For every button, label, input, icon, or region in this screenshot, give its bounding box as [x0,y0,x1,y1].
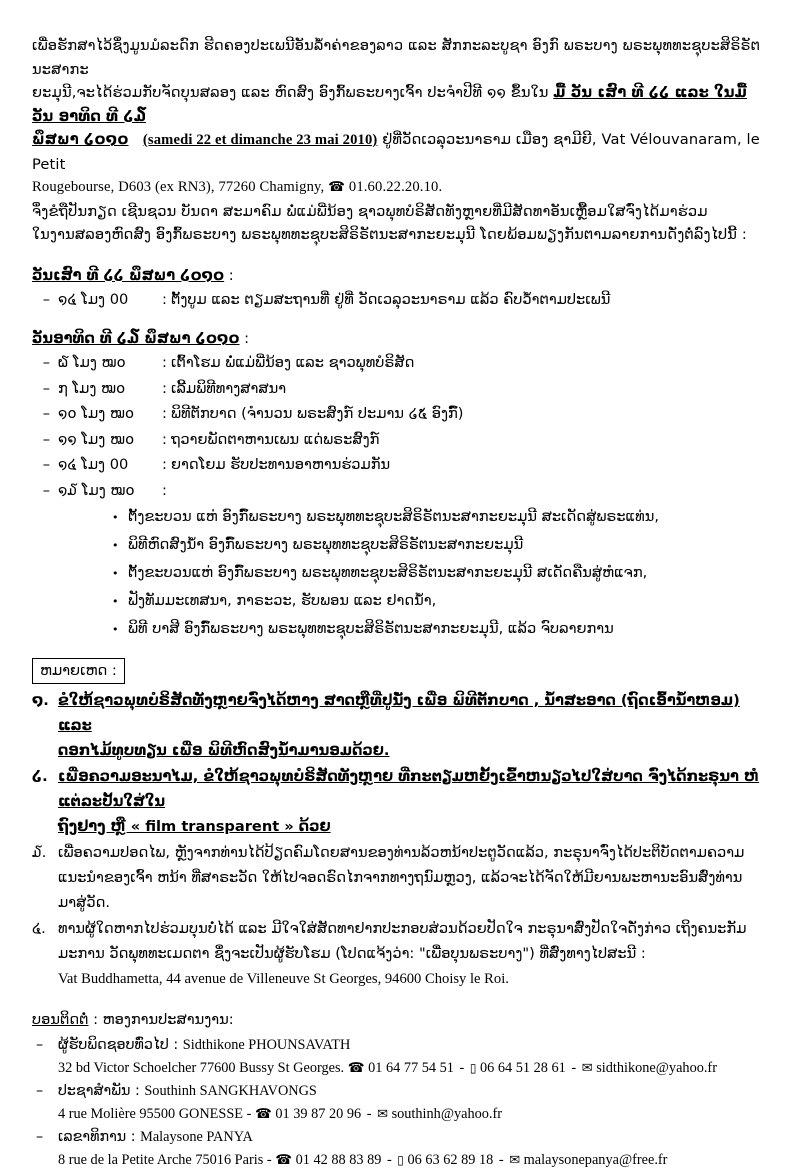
schedule-description: ເຕົ້າໂຮມ ພໍ່ແມ່ພີ່ນ້ອງ ແລະ ຊາວພຸທບໍຣິສັດ [171,354,415,371]
contact-phone: 01 42 88 83 89 [295,1152,382,1168]
schedule-time: ໖ ໂມງ ໝ໐ [58,354,126,371]
saturday-heading-text: ວັນເສົາ ທີ ໒໒ ພຶສພາ ໒໐໑໐ [32,266,225,284]
contact-dash: – [36,1129,44,1145]
schedule-row [32,427,764,453]
schedule-description: ເລີ້ມພິທີທາງສາສນາ [171,379,287,397]
schedule-description: ຕັ້ງບູມ ແລະ ຕຽມສະຖານທີ່ ຢູ່ທີ່ ວັດເວລຸວະນາຣາມ ແລ້ວ ຄົບວ້ຳຕາມປະເພນີ [171,290,611,308]
spacer-before-notes [32,643,764,658]
note-line: ຂໍໃຫ້ຊາວພຸທບໍຣິສັດທັງຫຼາຍຈົ່ງໄດ້ຫາງ ສາດຫຼືທີ່ປູນັ່ງ ເພື່ອ ພິທີຕັກບາດ , ນ້ຳສະອາດ (ຖົດເອົ້ານ້ຳຫອມ) ແລະ [58,692,740,734]
note-body [58,764,764,839]
schedule-time: ໑໔ ໂມງ 00 [58,290,129,308]
phone-icon: ☎ [254,1106,272,1122]
notes-list [32,688,764,992]
list-item [32,587,764,615]
envelope-icon: ✉ [509,1153,521,1168]
contact-name: Southinh SANGKHAVONGS [144,1083,317,1099]
contact-address-row [32,1149,764,1172]
schedule-dash: – [42,354,50,371]
saturday-heading [32,264,764,287]
phone-icon: ☎ [275,1152,293,1168]
schedule-row [32,452,764,478]
note-body [58,840,764,915]
note-item [32,840,764,915]
intro-paragraph [32,34,764,247]
saturday-schedule [32,287,764,313]
bullet-text: ພິທີ ບາສີ ອົງກົ໌ພຣະບາງ ພຣະພຸທທະຊຸບະສິຣິຣັຕນະສາກະຍະມຸນີ, ແລ້ວ ຈົບລາຍການ [128,620,614,637]
contact-entry [32,1034,764,1080]
schedule-colon: : [162,430,167,448]
intro-line-2 [32,81,764,128]
note-line: ມາສູ່ວັດ. [58,894,111,911]
contacts-heading-label: ບອນຕິດຕໍ່ [32,1011,89,1028]
note-line: ທານຜູ້ໃດຫາກໄປຮ່ວມບຸນບໍ່ໄດ້ ແລະ ມີໃຈໃສ່ສັດທາຢາກປະກອບສ່ວນດ້ວຍປັດໃຈ ກະຣຸນາສົ່ງປັດໃຈດັ່ງກ່າວ ເຖິງຄນະກັມ [58,920,747,937]
contact-dash: – [36,1037,44,1053]
schedule-description: ພິທີຕັກບາດ (ຈຳນວນ ພຣະສົງກ໌ ປະມານ ໒໕ ອົງກົ໌) [171,405,464,422]
contact-email[interactable]: malaysonepanya@free.fr [523,1152,668,1168]
intro-line-3 [32,128,764,176]
note-line: ມະການ ວັດພຸທທະເມດຕາ ຊຶ່ງຈະເປັນຜູ້ຮັບໂຮມ (ໂປດແຈ້ງວ່າ: "ເພື່ອບຸນພຣະບາງ") ທີ່ສົ່ງທາງໄປສະນີ : [58,945,646,962]
schedule-colon: : [162,405,167,422]
schedule-row [32,401,764,427]
bullet-text: ຕັ້ງຂະບວນແຫ່ ອົງກົ໌ພຣະບາງ ພຣະພຸທທະຊຸບະສິຣິຣັຕນະສາກະຍະມຸນີ ສເດັດຄືນສູ່ຫໍແຈກ, [128,564,648,581]
contact-body [58,1034,764,1057]
contact-address: 8 rue de la Petite Arche 75016 Paris - [58,1152,272,1168]
intro-date-french: (samedi 22 et dimanche 23 mai 2010) [142,132,378,148]
intro-line-1: ເພື່ອຮັກສາໄວ້ຊຶ່ງມູນມໍລະດົກ ຮີດຄອງປະເພນີອັນລ້ຳຄ່າຂອງລາວ ແລະ ສັກກະລະບູຊາ ອົງກົ ພຣະບາງ ພຣະພຸທທະຊຸບະສິຣິຣັຕນະສາກະ [32,37,761,78]
mobile-phone-icon: ▯ [397,1153,404,1167]
contact-entry [32,1080,764,1126]
note-item [32,916,764,992]
schedule-colon: : [162,354,167,371]
contact-name: Sidthikone PHOUNSAVATH [182,1037,351,1053]
schedule-row [32,376,764,402]
intro-line-2-text: ຍະມຸນີ,ຈະໄດ້ຮ່ວມກັບຈັດບຸນສລອງ ແລະ ຫົດສົງ ອົງກົ້ພຣະບາງເຈົ້າ ປະຈຳປີທີ ໑໑ ຂຶ້ນໃນ [32,84,549,101]
contact-body [58,1080,764,1103]
contact-address: 32 bd Victor Schoelcher 77600 Bussy St Georges. [58,1060,345,1076]
contact-role: ປະຊາສຳພັນ : [58,1083,145,1099]
schedule-dash: – [42,456,50,473]
contact-separator: - [498,1152,504,1168]
spacer-after-intro [32,249,764,264]
schedule-colon: : [162,481,167,499]
intro-address-french: Rougebourse, D603 (ex RN3), 77260 Chamigny, [32,179,329,195]
contacts-list [32,1034,764,1172]
note-body [58,916,764,992]
list-item [32,531,764,559]
phone-icon: ☎ [328,179,346,195]
contact-role-row [32,1080,764,1103]
schedule-dash: – [42,290,50,308]
note-line: ເພື່ອຄວາມປອດໄພ, ຫຼັງຈາກທ່ານໄດ້ປ້ຽດຄົມໂດຍສານຂອງທ່ານລ້ວຫນ້າປະຕູວັດແລ້ວ, ກະຣຸນາຈົ່ງໄດ້ປະຕິບັດຕາມຄວາມ [58,844,745,861]
schedule-time: ໑໔ ໂມງ 00 [58,456,129,473]
notes-box-label: ຫມາຍເຫດ : [32,658,125,684]
contact-phone: 01 39 87 20 96 [275,1106,362,1122]
contact-mobile: 06 63 62 89 18 [407,1152,494,1168]
contact-entry [32,1126,764,1172]
bullet-text: ຕັ້ງຂະບວນ ແຫ່ ອົງກົ໌ພຣະບາງ ພຣະພຸທທະຊຸບະສິຣິຣັຕນະສາກະຍະມຸນີ ສະເດັດສູ່ພຣະແທ່ນ, [128,508,659,525]
sunday-heading-text: ວັນອາທິດ ທີ ໒໓ ພຶສພາ ໒໐໑໐ [32,330,240,347]
contact-address-row [32,1057,764,1080]
schedule-row [32,478,764,504]
schedule-dash: – [42,379,50,397]
bullet-icon: • [112,539,119,552]
contact-role: ເລຂາທິການ : [58,1129,141,1145]
contact-address: 4 rue Molière 95500 GONESSE - [58,1106,252,1122]
contact-dash: – [36,1083,44,1099]
schedule-dash: – [42,430,50,448]
contact-address-row [32,1103,764,1126]
contact-role: ຜູ້ຮັບພິດຊອບທົ່ວໄປ : [58,1037,183,1053]
intro-phone-number: 01.60.22.20.10. [348,179,443,195]
envelope-icon: ✉ [581,1061,593,1076]
spacer-before-contacts [32,993,764,1008]
note-body [58,688,764,763]
contact-phone: 01 64 77 54 51 [368,1060,454,1076]
contact-separator: - [386,1152,392,1168]
note-line: ເພື່ອຄວາມອະນາໄມ, ຂໍໃຫ້ຊາວພຸທບໍຣິສັດທັງຫຼາຍ ທີ່ກະຕຽມຫຍັ້ງເຂົ້າຫນຽວໄປໃສ່ບາດ ຈົ່ງໄດ້ກະຣຸນາ ຫໍແຕ່ລະປັ້ນໃສ່ໃນ [58,768,760,810]
schedule-row [32,350,764,376]
list-item [32,615,764,643]
sunday-heading-colon: : [239,330,250,347]
contacts-heading [32,1008,764,1032]
list-item [32,559,764,587]
schedule-colon: : [162,290,167,308]
contact-name: Malaysone PANYA [140,1129,253,1145]
schedule-dash: – [42,405,50,422]
bullet-icon: • [112,595,119,608]
schedule-time: ໑໓ ໂມງ ໝ໐ [58,481,135,499]
schedule-time: ໗ ໂມງ ໝ໐ [58,379,126,397]
note-number: ໑. [32,692,49,709]
phone-icon: ☎ [347,1060,365,1076]
schedule-time: ໑໑ ໂມງ ໝ໐ [58,430,135,448]
note-item [32,688,764,763]
sunday-schedule [32,350,764,503]
note-line: ແນະນຳຂອງເຈົ້າ ຫນ້າ ທີ່ສາຣະວັດ ໃຫ້ໄປຈອດຣົດໄກຈາກທາງຖນົມຫຼວງ, ແລ້ວຈະໄດ້ຈັດໃຫ້ມີຍານພະຫານະອົນສົ່ງທ່ານ [58,869,743,886]
schedule-dash: – [42,481,50,499]
schedule-colon: : [162,379,167,397]
contact-body [58,1126,764,1149]
schedule-description: ຖວາຍພັດຕາຫານເພນ ແດ່ພຣະສົງກ໌ [171,430,380,448]
mobile-phone-icon: ▯ [469,1061,477,1075]
schedule-row [32,287,764,313]
sunday-heading [32,327,764,350]
contact-separator: - [571,1060,577,1076]
intro-line-5: ຈຶ່ງຂໍຖືປັນກຽດ ເຊີນຊວນ ບັນດາ ສະມາຄົມ ພໍ່ແມ່ພີ່ນ້ອງ ຊາວພຸທບໍຣິສັດທັງຫຼາຍທີ່ມີສັດທາອັນເຫຼື້ອມໃສຈົ່ງໄດ້ມາຮ່ວມ [32,202,708,220]
note-line-address: Vat Buddhametta, 44 avenue de Villeneuve St Georges, 94600 Choisy le Roi. [58,971,509,987]
note-number: ໒. [32,768,48,785]
envelope-icon: ✉ [377,1107,388,1122]
contact-role-row [32,1034,764,1057]
bullet-icon: • [112,567,119,580]
schedule-description: ຍາດໂຍມ ຮັບປະທານອາຫານຮ່ວມກັນ [171,456,391,473]
schedule-colon: : [162,456,167,473]
note-line: ຖົງຢາງ ຫຼື « film transparent » ດ້ວຍ [58,818,331,835]
intro-line-4 [32,176,764,200]
note-number: ໓. [32,844,47,861]
contact-separator: - [366,1106,372,1122]
contact-mobile: 06 64 51 28 61 [480,1060,566,1076]
saturday-heading-colon: : [224,266,234,284]
bullet-icon: • [112,511,119,524]
intro-date-lao-part2: ພຶສພາ ໒໐໑໐ [32,131,129,148]
contacts-heading-rest: : ຫອງການປະສານງານ: [88,1011,234,1028]
bullet-icon: • [112,623,119,636]
contact-email[interactable]: sidthikone@yahoo.fr [596,1060,717,1076]
list-item [32,503,764,531]
intro-date-lao-part1: ມື້ ວັນ ເສົາ ທີ ໒໒ ແລະ ໃນມື້ວັນ ອາທິດ ທີ ໒໓ [32,84,747,125]
contact-role-row [32,1126,764,1149]
note-line: ດອກໄມ້ທູບທຽນ ເພື່ອ ພິທີຫົດສົງນ້ຳມານອມດ້ວຍ. [58,742,390,759]
schedule-time: ໑໐ ໂມງ ໝ໐ [58,405,135,422]
contact-email[interactable]: southinh@yahoo.fr [391,1106,503,1122]
intro-line-6: ໃນງານສລອງຫົດສົງ ອົງກົ້ພຣະບາງ ພຣະພຸທທະຊຸບະສິຣິຣັຕນະສາກະຍະມຸນີ ໂດຍພ້ອມພຽງກັນຕາມລາຍການດັ່ງຕໍ່ລົງໄປນີ້ : [32,226,747,243]
bullet-text: ຟັງທັມມະເທສນາ, ກາຣະວະ, ຮັບພອນ ແລະ ຢາດນ້ຳ, [128,592,437,609]
sunday-bullet-list [32,503,764,643]
note-number: ໔. [32,920,46,937]
intro-venue-lao: ຢູ່ທີ່ວັດເວລຸວະນາຣາມ ເມືອງ ຊາມີຍີ, Vat Vélouvanaram, le Petit [32,131,760,173]
bullet-text: ພິທີຫົດສົງນ້ຳ ອົງກົ໌ພຣະບາງ ພຣະພຸທທະຊຸບະສິຣິຣັຕນະສາກະຍະມຸນີ [128,536,524,553]
note-item [32,764,764,839]
contact-separator: - [459,1060,465,1076]
spacer-after-saturday [32,312,764,327]
